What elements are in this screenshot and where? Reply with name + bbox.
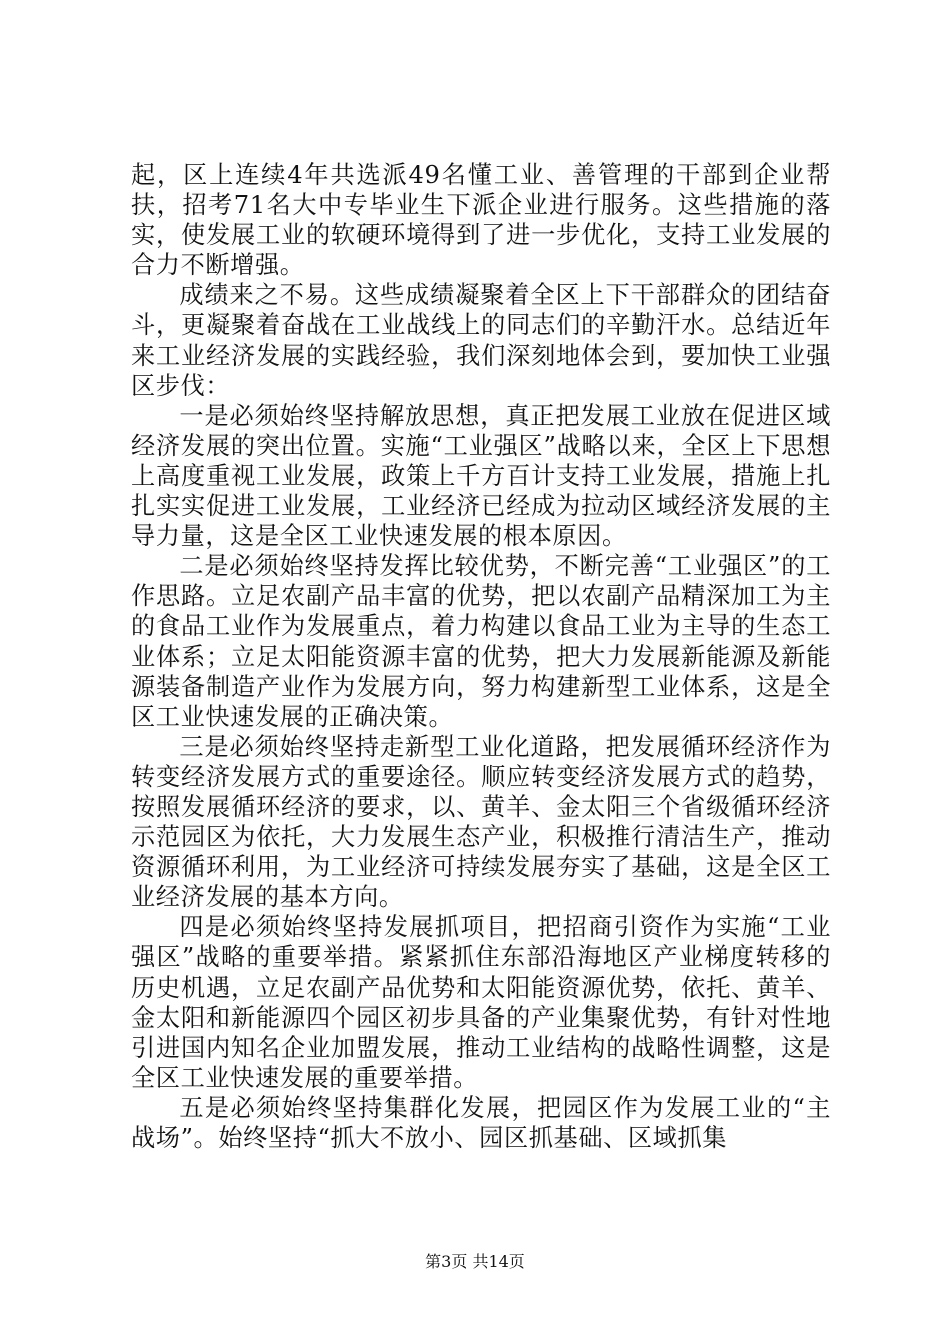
- paragraph-point-four: 四是必须始终坚持发展抓项目，把招商引资作为实施“工业强区”战略的重要举措。紧紧抓住东部沿海地区产业梯度转移的历史机遇，立足农副产品优势和太阳能资源优势，依托、黄羊、金太阳和新能源四个园区初步具备的产业集聚优势，有针对性地引进国内知名企业加盟发展，推动工业结构的战略性调整，这是全区工业快速发展的重要举措。: [131, 913, 831, 1092]
- paragraph-point-two: 二是必须始终坚持发挥比较优势，不断完善“工业强区”的工作思路。立足农副产品丰富的优势，把以农副产品精深加工为主的食品工业作为发展重点，着力构建以食品工业为主导的生态工业体系；立足太阳能资源丰富的优势，把大力发展新能源及新能源装备制造产业作为发展方向，努力构建新型工业体系，这是全区工业快速发展的正确决策。: [131, 552, 831, 731]
- paragraph-point-one: 一是必须始终坚持解放思想，真正把发展工业放在促进区域经济发展的突出位置。实施“工业强区”战略以来，全区上下思想上高度重视工业发展，政策上千方百计支持工业发展，措施上扎扎实实促进工业发展，工业经济已经成为拉动区域经济发展的主导力量，这是全区工业快速发展的根本原因。: [131, 401, 831, 551]
- paragraph-achievements: 成绩来之不易。这些成绩凝聚着全区上下干部群众的团结奋斗，更凝聚着奋战在工业战线上的同志们的辛勤汗水。总结近年来工业经济发展的实践经验，我们深刻地体会到，要加快工业强区步伐：: [131, 281, 831, 400]
- paragraph-point-three: 三是必须始终坚持走新型工业化道路，把发展循环经济作为转变经济发展方式的重要途径。顺应转变经济发展方式的趋势，按照发展循环经济的要求，以、黄羊、金太阳三个省级循环经济示范园区为依托，大力发展生态产业，积极推行清洁生产，推动资源循环利用，为工业经济可持续发展夯实了基础，这是全区工业经济发展的基本方向。: [131, 732, 831, 912]
- document-body: [131, 160, 831, 1153]
- page-footer: [0, 1252, 950, 1272]
- paragraph-point-five: 五是必须始终坚持集群化发展，把园区作为发展工业的“主战场”。始终坚持“抓大不放小、园区抓基础、区域抓集: [131, 1093, 831, 1152]
- page-number-label: 第3页 共14页: [425, 1252, 525, 1271]
- paragraph-continuation: 起，区上连续4年共选派49名懂工业、善管理的干部到企业帮扶，招考71名大中专毕业生下派企业进行服务。这些措施的落实，使发展工业的软硬环境得到了进一步优化，支持工业发展的合力不断增强。: [131, 161, 831, 280]
